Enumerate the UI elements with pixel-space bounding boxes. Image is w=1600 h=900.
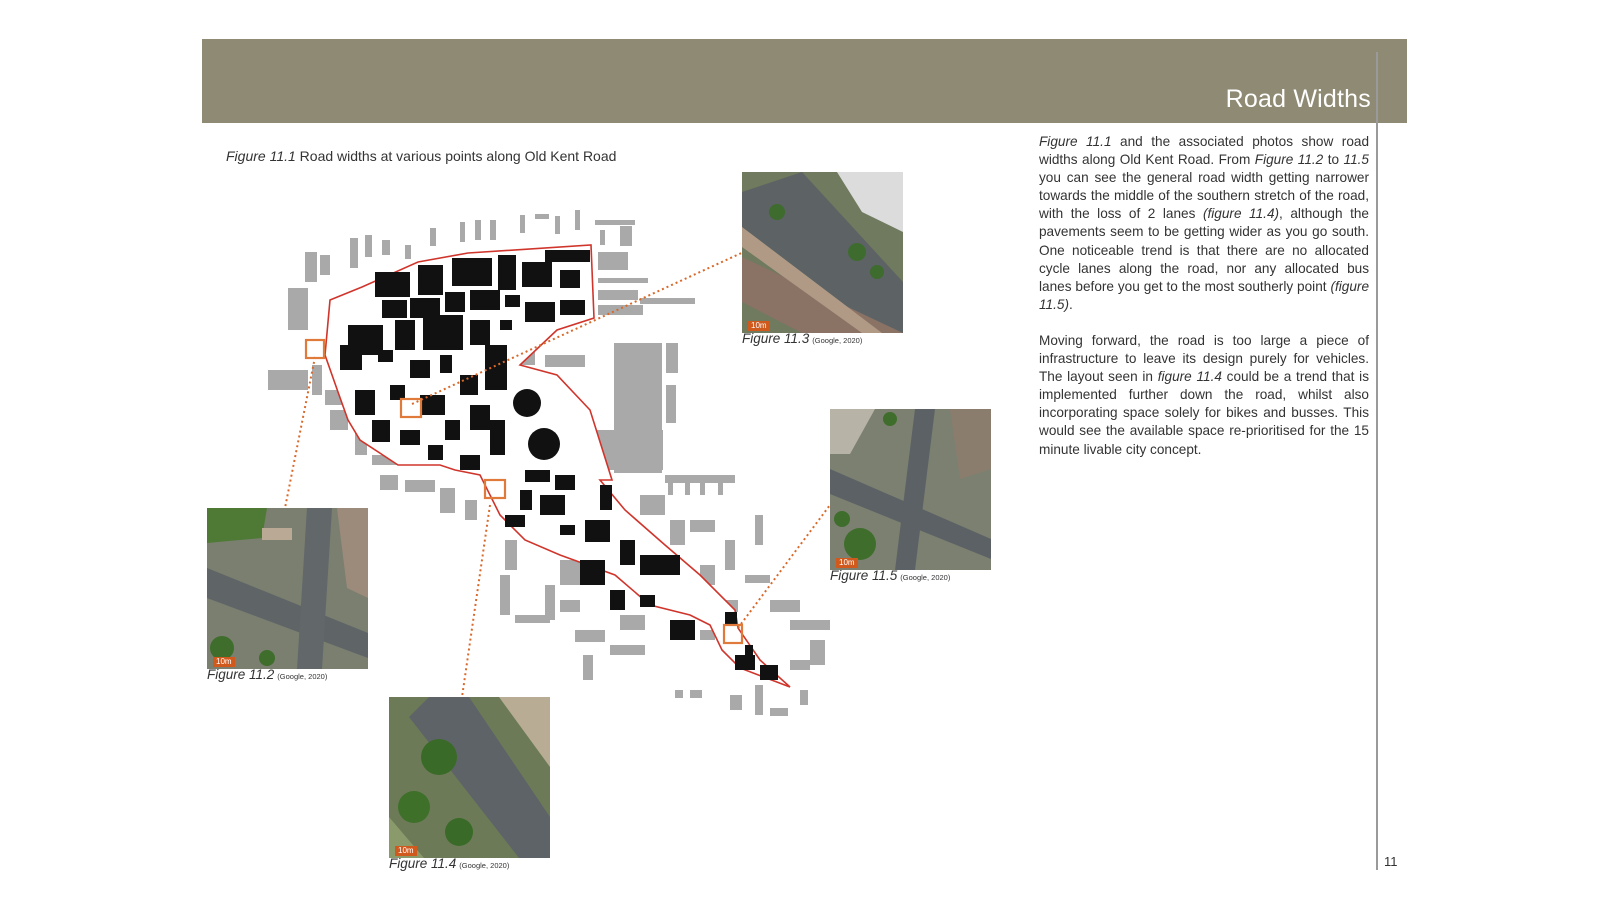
figure-11-5-source: (Google, 2020) — [900, 573, 951, 582]
scale-bar-11-3: 10m — [748, 321, 770, 331]
figure-11-2-label: Figure 11.2 — [207, 667, 275, 682]
aerial-photo-11-2 — [207, 508, 368, 669]
aerial-photo-11-4-image — [389, 697, 550, 858]
aerial-photo-11-2-image — [207, 508, 368, 669]
body-run: and the associated photos show road widths along Old Kent Road. From — [1039, 134, 1369, 168]
figure-11-5-label: Figure 11.5 — [830, 568, 898, 583]
body-run: Moving forward, the road is too large a piece of infrastructure to leave its design purely for vehicles. The layout seen in — [1039, 332, 1369, 385]
figure-11-3-caption — [742, 331, 862, 346]
body-run: figure 11.4 — [1157, 369, 1222, 385]
aerial-photo-11-4 — [389, 697, 550, 858]
figure-11-4-caption — [389, 856, 509, 871]
aerial-photo-11-5 — [830, 409, 991, 570]
aerial-photo-11-3-image — [742, 172, 903, 333]
figure-11-5-caption — [830, 568, 950, 583]
body-run: , although the pavements seem to be getting wider as you go south. One noticeable trend is that there are no allocated cycle lanes along the road, nor any allocated bus lanes before you get to the most southerly point — [1039, 206, 1369, 294]
page-number: 11 — [1384, 854, 1398, 869]
figure-11-3-source: (Google, 2020) — [812, 336, 863, 345]
scale-bar-11-2: 10m — [213, 657, 235, 667]
body-run: Figure 11.1 — [1039, 134, 1112, 149]
aerial-photo-11-3 — [742, 172, 903, 333]
figure-11-2-caption — [207, 667, 327, 682]
scale-bar-11-5: 10m — [836, 558, 858, 568]
figure-11-2-source: (Google, 2020) — [277, 672, 328, 681]
figure-11-4-label: Figure 11.4 — [389, 856, 457, 871]
body-run: (figure 11.5) — [1039, 278, 1369, 312]
body-run: Figure 11.2 — [1254, 152, 1324, 168]
scale-bar-11-4: 10m — [395, 846, 417, 856]
page-title: Road Widths — [1225, 85, 1371, 113]
figure-11-3-label: Figure 11.3 — [742, 331, 810, 346]
body-run: . — [1068, 296, 1073, 312]
body-run: 11.5 — [1343, 152, 1369, 168]
body-run: to — [1323, 152, 1344, 168]
aerial-photo-11-5-image — [830, 409, 991, 570]
figure-11-1-text: Road widths at various points along Old Kent Road — [295, 148, 617, 164]
body-run: you can see the general road width getting narrower towards the middle of the southern stretch of the road, with the loss of 2 lanes — [1039, 170, 1369, 222]
marker-11-2 — [306, 340, 324, 358]
body-run: (figure 11.4) — [1202, 206, 1280, 222]
body-run: could be a trend that is implemented further down the road, whilst also incorporating space solely for bikes and busses. This would see the available space re-prioritised for the 15 minute livable city concept. — [1039, 369, 1369, 457]
figure-11-4-source: (Google, 2020) — [459, 861, 510, 870]
figure-11-1-label: Figure 11.1 — [226, 148, 296, 164]
